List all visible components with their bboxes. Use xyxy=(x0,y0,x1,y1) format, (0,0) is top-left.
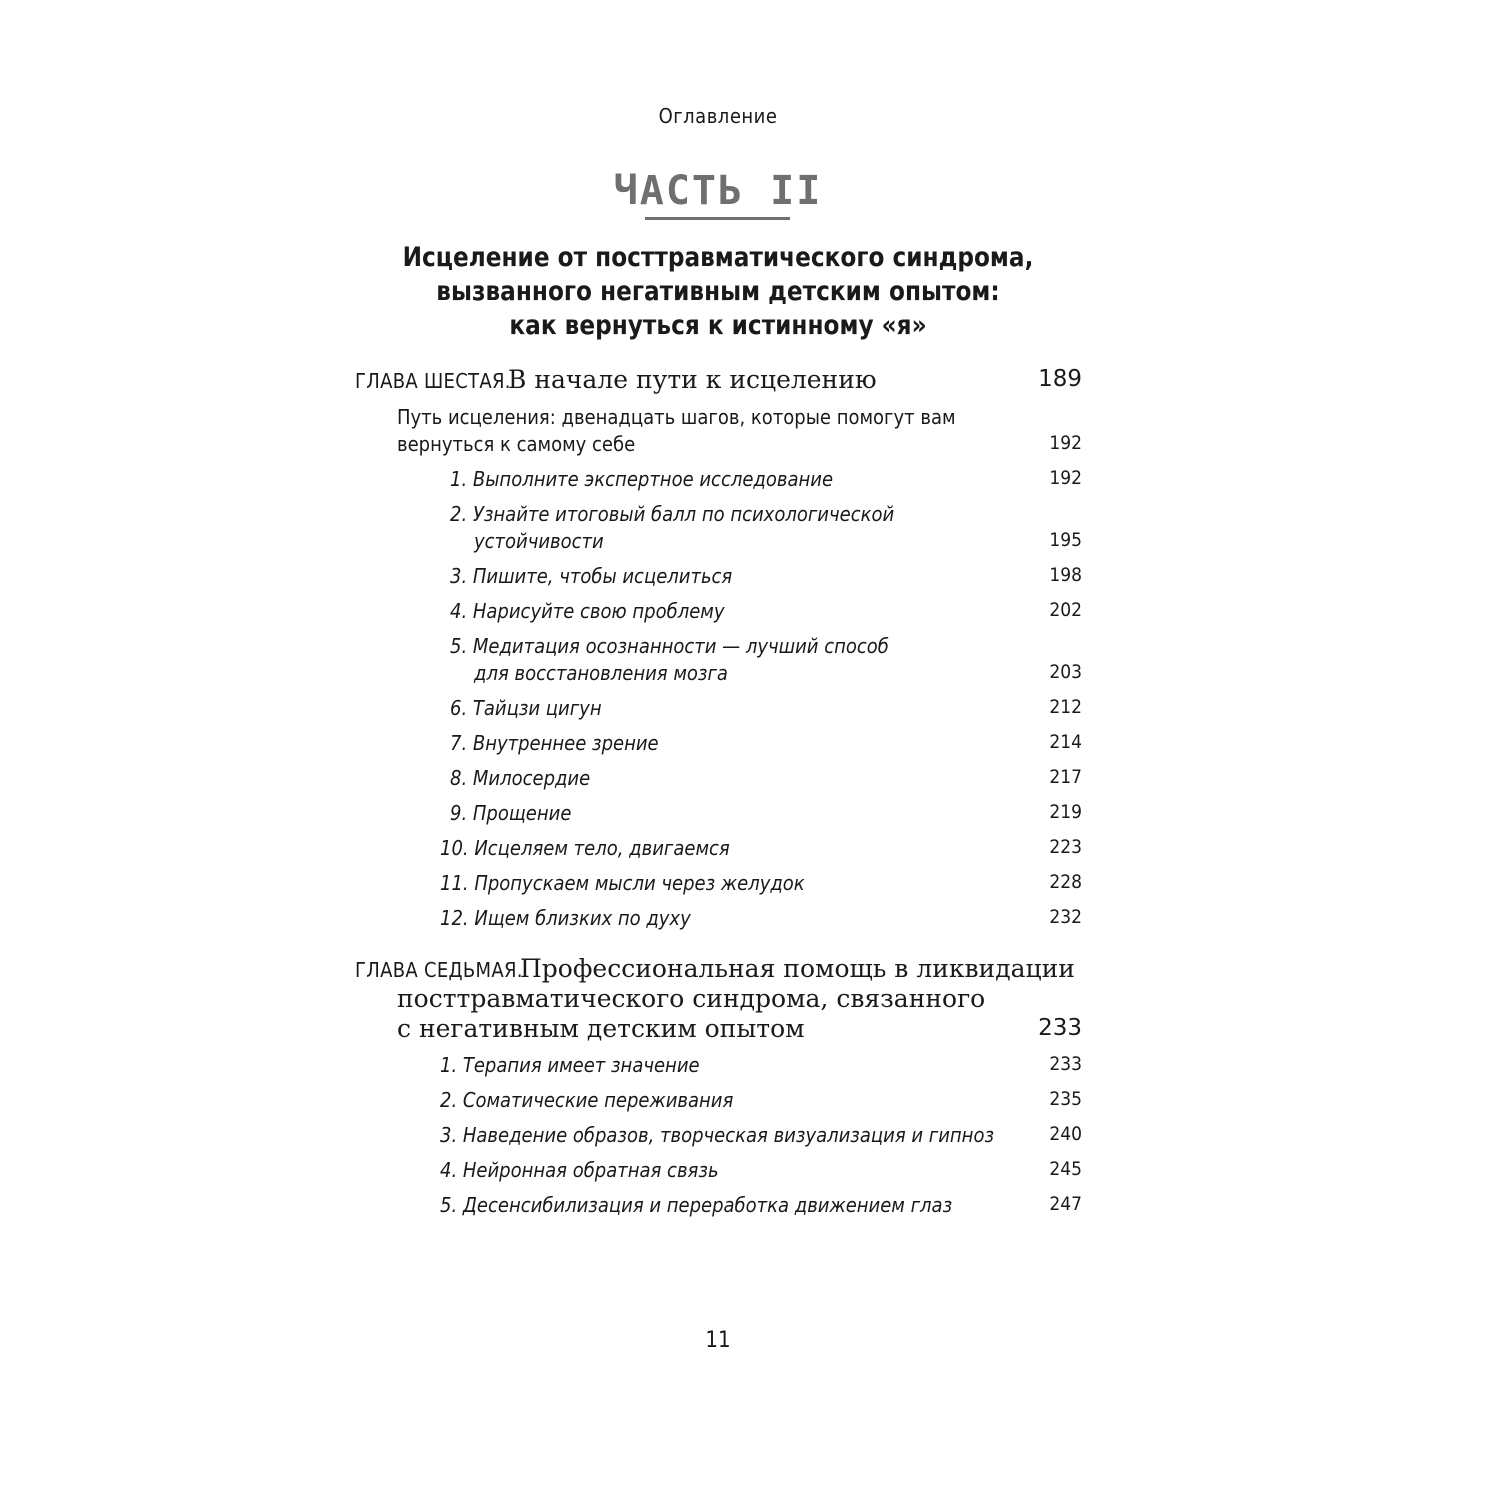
item-page: 232 xyxy=(1049,906,1082,928)
page-number: 11 xyxy=(705,1328,731,1353)
chapter-6-page: 189 xyxy=(1038,366,1082,392)
item-text: 1. Выполните экспертное исследование xyxy=(450,467,834,491)
running-head: Оглавление xyxy=(658,104,778,128)
item-page: 203 xyxy=(1049,661,1082,683)
item-text: 2. Узнайте итоговый балл по психологической xyxy=(450,502,895,526)
chapter-7-title-line-3: с негативным детским опытом xyxy=(397,1014,805,1043)
item-text: 12. Ищем близких по духу xyxy=(440,906,691,930)
item-text: 10. Исцеляем тело, двигаемся xyxy=(440,836,730,860)
item-page: 214 xyxy=(1049,731,1082,753)
section-line-1: Путь исцеления: двенадцать шагов, которые помогут вам xyxy=(397,405,956,429)
item-text: 4. Нейронная обратная связь xyxy=(440,1158,719,1182)
item-page: 235 xyxy=(1049,1088,1082,1110)
item-page: 202 xyxy=(1049,599,1082,621)
item-page: 198 xyxy=(1049,564,1082,586)
chapter-6-title: В начале пути к исцелению xyxy=(508,365,877,394)
part-subtitle-line-3: как вернуться к истинному «я» xyxy=(509,310,927,341)
item-text: 8. Милосердие xyxy=(450,766,591,790)
item-page: 219 xyxy=(1049,801,1082,823)
item-text: 9. Прощение xyxy=(450,801,572,825)
chapter-7-page: 233 xyxy=(1038,1015,1082,1041)
chapter-7-title-line-1: Профессиональная помощь в ликвидации xyxy=(520,954,1075,983)
item-page: 192 xyxy=(1049,467,1082,489)
part-title-underline xyxy=(645,217,790,220)
chapter-7-label: ГЛАВА СЕДЬМАЯ. xyxy=(355,958,523,982)
part-subtitle-line-2: вызванного негативным детским опытом: xyxy=(436,276,1000,307)
item-text-cont: устойчивости xyxy=(474,529,604,553)
item-page: 233 xyxy=(1049,1053,1082,1075)
item-text: 5. Медитация осознанности — лучший способ xyxy=(450,634,889,658)
item-text: 7. Внутреннее зрение xyxy=(450,731,659,755)
chapter-7-title-line-2: посттравматического синдрома, связанного xyxy=(397,984,986,1013)
section-line-2: вернуться к самому себе xyxy=(397,432,636,456)
item-text: 2. Соматические переживания xyxy=(440,1088,734,1112)
item-page: 217 xyxy=(1049,766,1082,788)
item-text: 4. Нарисуйте свою проблему xyxy=(450,599,725,623)
part-title: ЧАСТЬ II xyxy=(613,168,823,214)
item-page: 223 xyxy=(1049,836,1082,858)
item-page: 247 xyxy=(1049,1193,1082,1215)
section-page: 192 xyxy=(1049,432,1082,454)
item-page: 212 xyxy=(1049,696,1082,718)
item-text: 11. Пропускаем мысли через желудок xyxy=(440,871,805,895)
item-page: 228 xyxy=(1049,871,1082,893)
item-text: 1. Терапия имеет значение xyxy=(440,1053,700,1077)
item-page: 245 xyxy=(1049,1158,1082,1180)
item-text: 5. Десенсибилизация и переработка движением глаз xyxy=(440,1193,953,1217)
item-text: 3. Наведение образов, творческая визуализация и гипноз xyxy=(440,1123,995,1147)
item-text: 6. Тайцзи цигун xyxy=(450,696,602,720)
item-text: 3. Пишите, чтобы исцелиться xyxy=(450,564,733,588)
chapter-6-label: ГЛАВА ШЕСТАЯ. xyxy=(355,369,511,393)
part-subtitle-line-1: Исцеление от посттравматического синдрома, xyxy=(402,242,1034,273)
item-text-cont: для восстановления мозга xyxy=(474,661,728,685)
item-page: 195 xyxy=(1049,529,1082,551)
item-page: 240 xyxy=(1049,1123,1082,1145)
